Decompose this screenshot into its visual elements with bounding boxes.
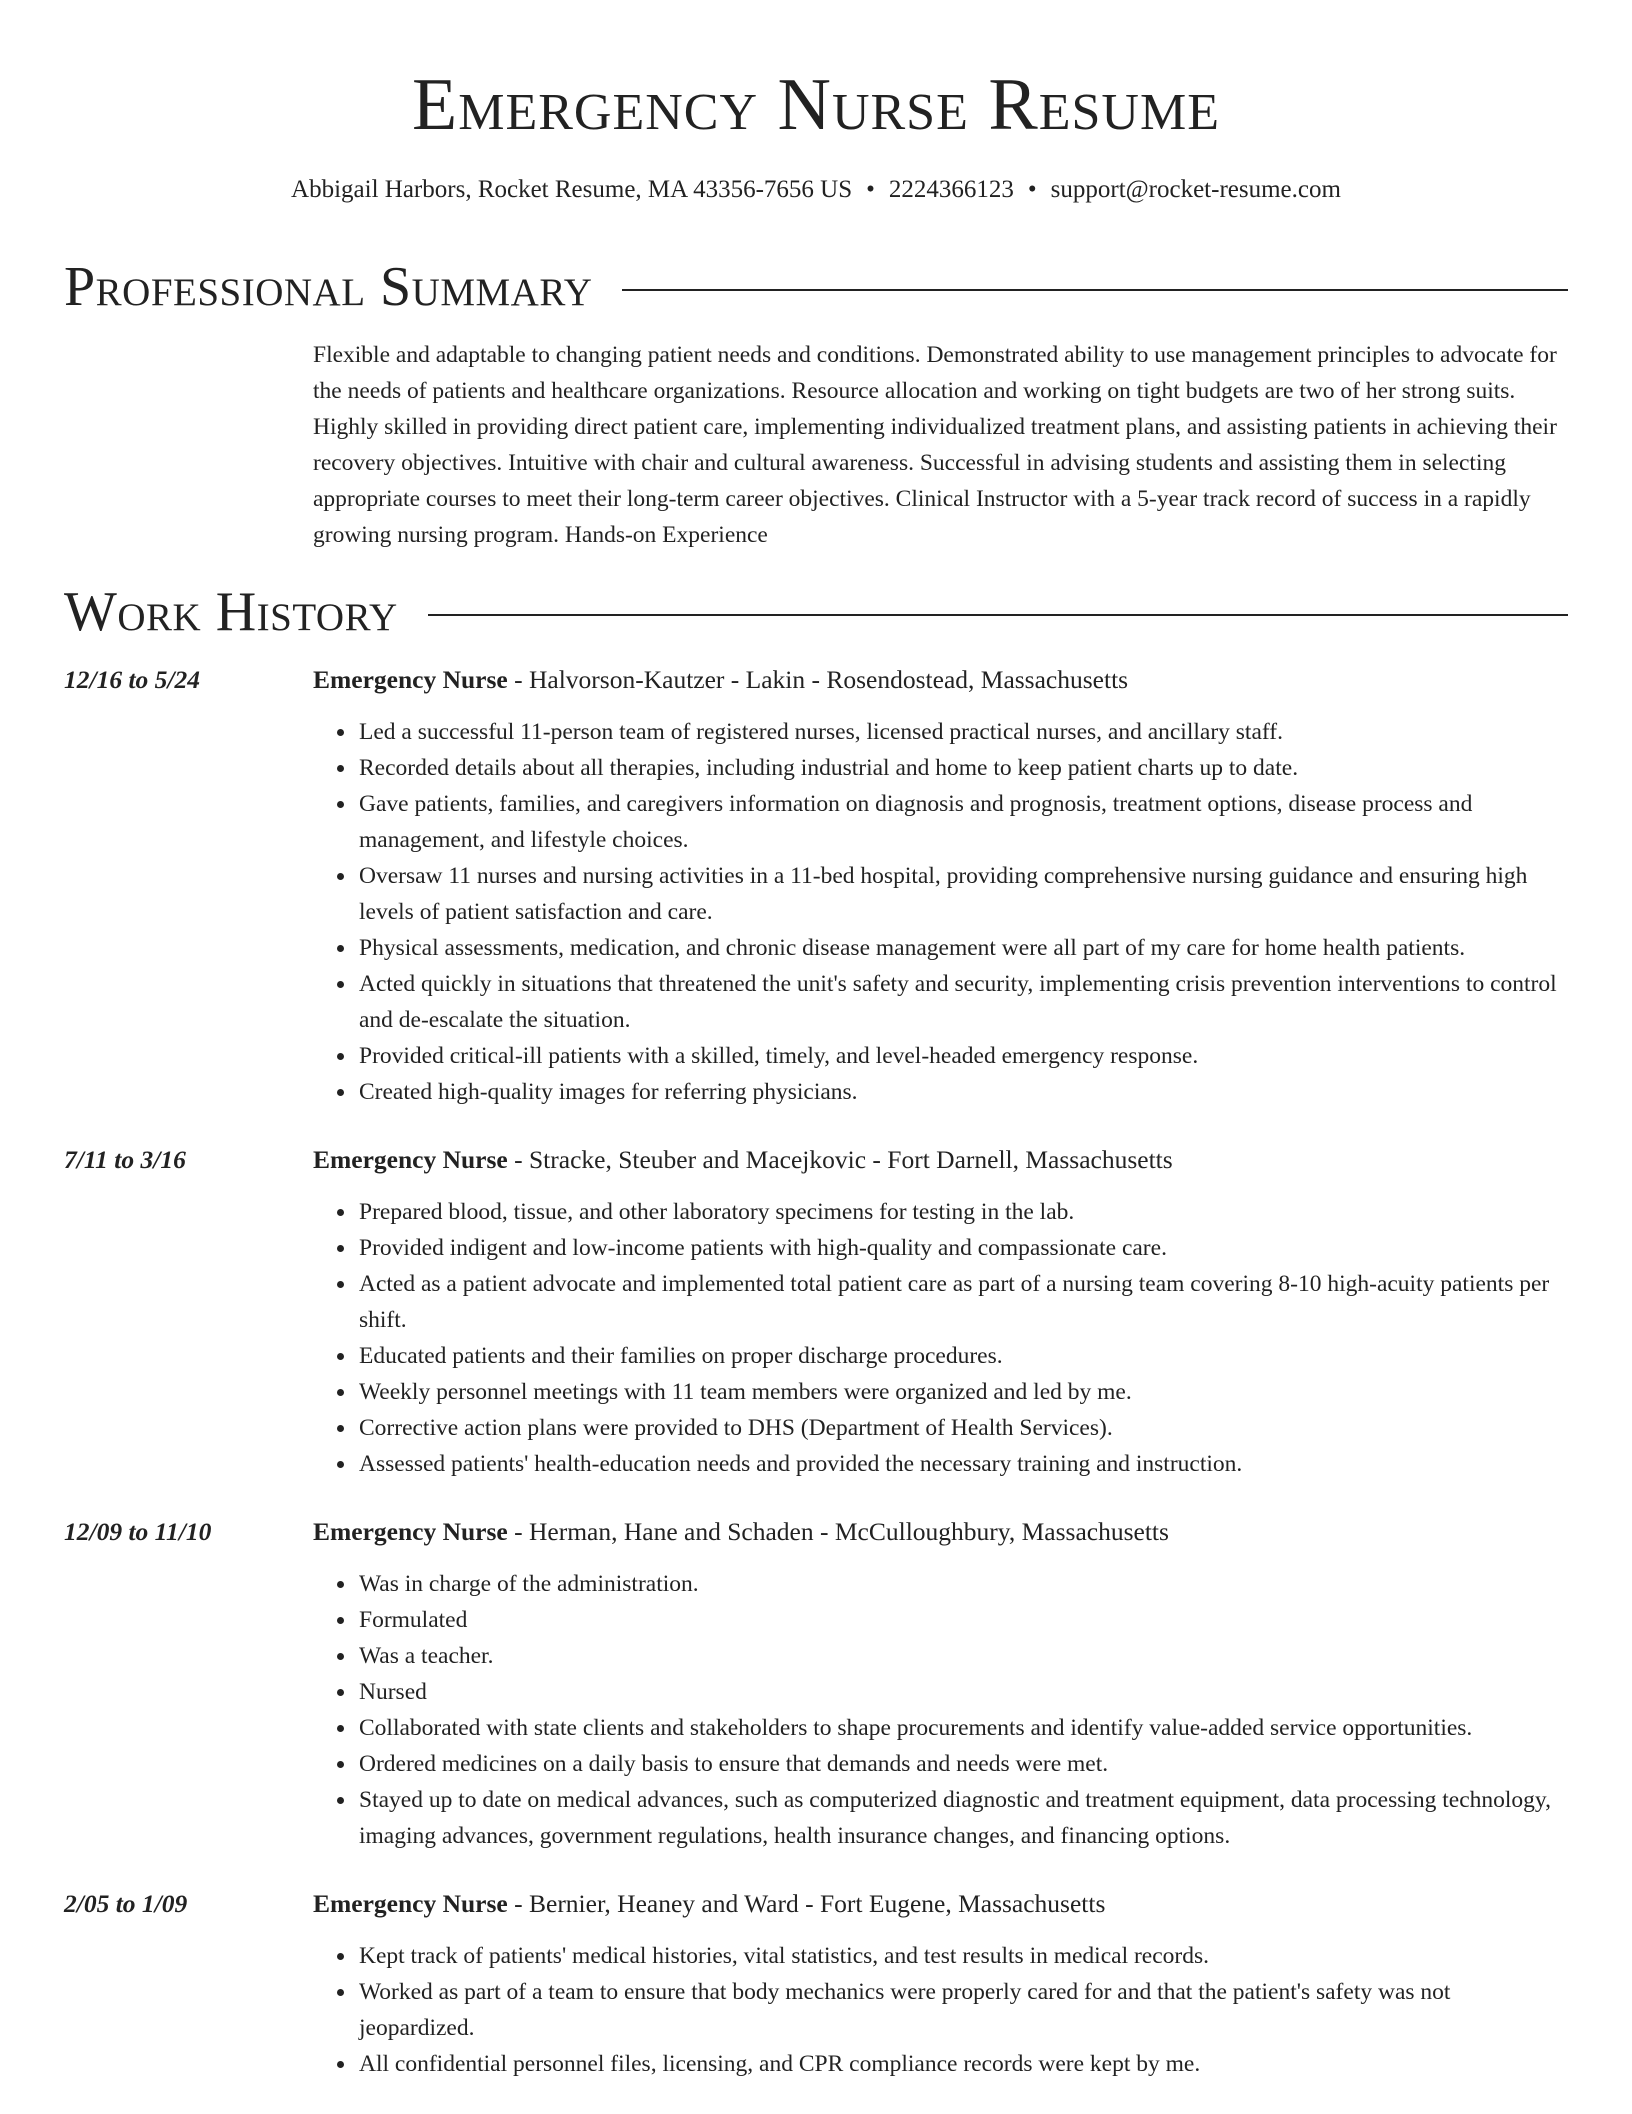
contact-address: Abbigail Harbors, Rocket Resume, MA 43356-7656 US <box>291 176 853 203</box>
contact-separator: • <box>866 176 875 203</box>
job-dates: 12/16 to 5/24 <box>64 665 201 694</box>
job-bullet-list <box>64 1938 1568 2082</box>
work-history-heading: Work History <box>64 581 398 643</box>
job-info <box>313 1142 1173 1178</box>
list-item: • Acted quickly in situations that threatened the unit's safety and security, implementing crisis prevention interventions to control and de-escalate the situation. <box>357 966 1568 1038</box>
job-employer-location: - Stracke, Steuber and Macejkovic - Fort Darnell, Massachusetts <box>507 1145 1173 1174</box>
list-item: • Nursed <box>357 1674 1568 1710</box>
list-item: • Ordered medicines on a daily basis to ensure that demands and needs were met. <box>357 1746 1568 1782</box>
list-item: • Gave patients, families, and caregivers information on diagnosis and prognosis, treatment options, disease process and management, and lifestyle choices. <box>357 786 1568 858</box>
job-entry <box>64 1514 1568 1854</box>
list-item: • Weekly personnel meetings with 11 team members were organized and led by me. <box>357 1374 1568 1410</box>
job-header <box>64 1514 1568 1550</box>
job-info <box>313 1886 1105 1922</box>
list-item: • Worked as part of a team to ensure that body mechanics were properly cared for and that the patient's safety was not jeopardized. <box>357 1974 1568 2046</box>
work-history-section-header <box>64 580 1568 644</box>
summary-heading: Professional Summary <box>64 256 593 318</box>
contact-phone: 2224366123 <box>888 176 1014 203</box>
job-header <box>64 662 1568 698</box>
job-info <box>313 662 1128 698</box>
job-dates: 7/11 to 3/16 <box>64 1145 186 1174</box>
work-history-list <box>64 662 1568 2114</box>
job-dates: 2/05 to 1/09 <box>64 1889 188 1918</box>
list-item: • Formulated <box>357 1602 1568 1638</box>
list-item: • Created high-quality images for referring physicians. <box>357 1074 1568 1110</box>
list-item: • Was a teacher. <box>357 1638 1568 1674</box>
list-item: • Provided indigent and low-income patients with high-quality and compassionate care. <box>357 1230 1568 1266</box>
job-employer-location: - Halvorson-Kautzer - Lakin - Rosendostead, Massachusetts <box>507 665 1129 694</box>
list-item: • Led a successful 11-person team of registered nurses, licensed practical nurses, and ancillary staff. <box>357 714 1568 750</box>
job-info <box>313 1514 1169 1550</box>
summary-section-header <box>64 255 1568 319</box>
list-item: • Kept track of patients' medical histories, vital statistics, and test results in medical records. <box>357 1938 1568 1974</box>
job-dates: 12/09 to 11/10 <box>64 1517 212 1546</box>
job-bullet-list <box>64 714 1568 1110</box>
list-item: • Physical assessments, medication, and chronic disease management were all part of my care for home health patients. <box>357 930 1568 966</box>
job-entry <box>64 662 1568 1110</box>
list-item: • Was in charge of the administration. <box>357 1566 1568 1602</box>
job-bullet-list <box>64 1566 1568 1854</box>
list-item: • All confidential personnel files, licensing, and CPR compliance records were kept by me. <box>357 2046 1568 2082</box>
job-title: Emergency Nurse <box>313 1145 508 1174</box>
job-title: Emergency Nurse <box>313 1889 508 1918</box>
resume-title: Emergency Nurse Resume <box>412 64 1220 146</box>
job-entry <box>64 1886 1568 2082</box>
summary-text: Flexible and adaptable to changing patient needs and conditions. Demonstrated ability to use management principles to advocate for the needs of patients and healthcare organizations. Resource allocation and working on tight budgets are two of her strong suits. Highly skilled in providing direct patient care, implementing individualized treatment plans, and assisting patients in achieving their recovery objectives. Intuitive with chair and cultural awareness. Successful in advising students and assisting them in selecting appropriate courses to meet their long-term career objectives. Clinical Instructor with a 5-year track record of success in a rapidly growing nursing program. Hands-on Experience <box>313 342 1557 548</box>
contact-email: support@rocket-resume.com <box>1050 176 1341 203</box>
list-item: • Stayed up to date on medical advances, such as computerized diagnostic and treatment equipment, data processing technology, imaging advances, government regulations, health insurance changes, and financing options. <box>357 1782 1568 1854</box>
list-item: • Acted as a patient advocate and implemented total patient care as part of a nursing team covering 8-10 high-acuity patients per shift. <box>357 1266 1568 1338</box>
section-divider <box>428 614 1568 616</box>
contact-line <box>0 172 1632 208</box>
list-item: • Assessed patients' health-education needs and provided the necessary training and instruction. <box>357 1446 1568 1482</box>
list-item: • Provided critical-ill patients with a skilled, timely, and level-headed emergency response. <box>357 1038 1568 1074</box>
section-divider <box>622 289 1568 291</box>
list-item: • Educated patients and their families on proper discharge procedures. <box>357 1338 1568 1374</box>
list-item: • Prepared blood, tissue, and other laboratory specimens for testing in the lab. <box>357 1194 1568 1230</box>
list-item: • Oversaw 11 nurses and nursing activities in a 11-bed hospital, providing comprehensive nursing guidance and ensuring high levels of patient satisfaction and care. <box>357 858 1568 930</box>
job-header <box>64 1886 1568 1922</box>
list-item: • Recorded details about all therapies, including industrial and home to keep patient charts up to date. <box>357 750 1568 786</box>
job-bullet-list <box>64 1194 1568 1482</box>
job-header <box>64 1142 1568 1178</box>
job-employer-location: - Bernier, Heaney and Ward - Fort Eugene, Massachusetts <box>507 1889 1106 1918</box>
job-title: Emergency Nurse <box>313 1517 508 1546</box>
job-entry <box>64 1142 1568 1482</box>
list-item: • Collaborated with state clients and stakeholders to shape procurements and identify value-added service opportunities. <box>357 1710 1568 1746</box>
job-employer-location: - Herman, Hane and Schaden - McCulloughbury, Massachusetts <box>507 1517 1169 1546</box>
contact-separator: • <box>1027 176 1037 203</box>
list-item: • Corrective action plans were provided to DHS (Department of Health Services). <box>357 1410 1568 1446</box>
job-title: Emergency Nurse <box>313 665 508 694</box>
